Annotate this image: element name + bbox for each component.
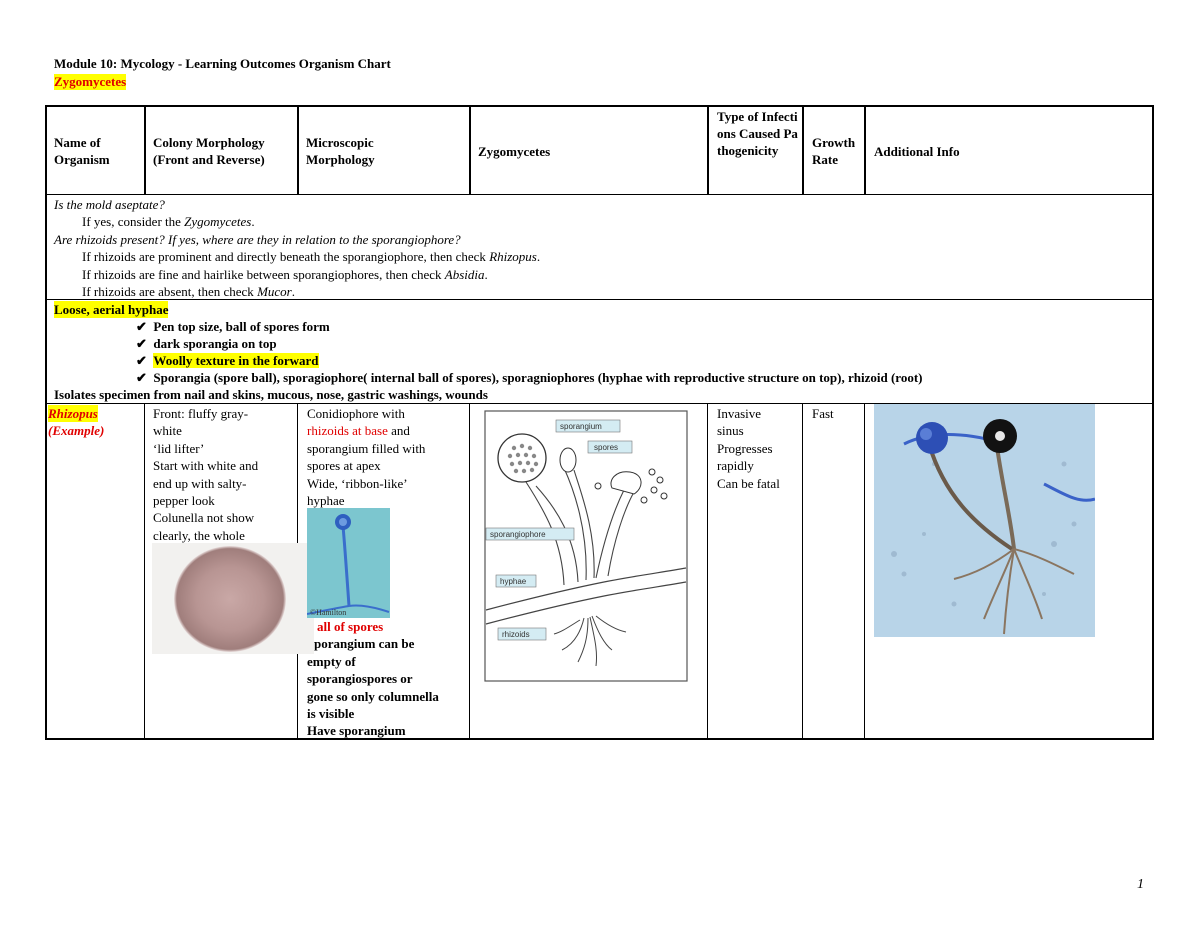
key-text: . [536, 249, 541, 265]
col-divider [144, 403, 145, 739]
colony-line: clearly, the whole [153, 527, 245, 543]
key-text: If rhizoids are prominent and directly beneath the sporangiophore, then check [82, 249, 490, 265]
key-question-2: Are rhizoids present? If yes, where are they in relation to the sporangiophore? [54, 231, 461, 247]
infection-line: Invasive [717, 406, 762, 421]
organism-name [48, 405, 104, 440]
micro-bold-highlight: all of spores [317, 619, 384, 634]
additional-info-photo [874, 404, 1095, 637]
micro-bold-line: empty of [307, 653, 356, 669]
table-left-border [45, 105, 47, 740]
infection-line: Can be fatal [717, 475, 780, 491]
key-term: Rhizopus [489, 249, 537, 265]
identification-key [54, 196, 1144, 300]
col-divider [802, 105, 804, 195]
key-answer-3 [54, 266, 1144, 283]
feature-check-3 [136, 352, 319, 369]
row-divider [45, 194, 1154, 195]
col-divider [144, 105, 146, 195]
label-sporangiophore: sporangiophore [490, 530, 546, 539]
header-additional: Additional Info [874, 144, 960, 159]
col-divider [864, 403, 865, 739]
key-text: . [484, 266, 488, 282]
key-text: If rhizoids are absent, then check [82, 284, 258, 300]
header-colony: Colony Morphology (Front and Reverse) [153, 135, 265, 167]
micro-bold-line: porangium can be [314, 636, 415, 652]
key-answer-2 [54, 248, 1144, 265]
key-term: Zygomycetes [184, 214, 252, 230]
table-right-border [1152, 105, 1154, 740]
micro-photo-caption: ©Hamilton [310, 608, 347, 617]
colony-line: Front: fluffy gray- [153, 406, 249, 421]
micro-stain-photo [307, 508, 390, 618]
colony-line: Start with white and [153, 458, 259, 474]
colony-line: Colunella not show [153, 510, 255, 526]
infection-types [717, 405, 801, 492]
infection-line: rapidly [717, 458, 754, 474]
col-divider [864, 105, 866, 195]
key-answer-4 [54, 283, 1144, 300]
colony-morphology [153, 405, 295, 544]
key-term: Absidia [444, 266, 485, 282]
check-icon: ✔ [136, 336, 147, 351]
col-divider [707, 105, 709, 195]
micro-line: spores at apex [307, 458, 381, 474]
key-text: . [291, 284, 295, 300]
microscopic-notes [307, 618, 472, 740]
check-icon: ✔ [136, 319, 147, 334]
infection-line: Progresses [717, 440, 773, 456]
page-number: 1 [1137, 877, 1144, 892]
features-heading: Loose, aerial hyphae [54, 302, 169, 317]
label-spores: spores [594, 443, 619, 452]
microscopic-morphology [307, 405, 467, 509]
feature-check-2 [136, 335, 277, 352]
micro-line: Conidiophore with [307, 406, 405, 421]
label-hyphae: hyphae [500, 577, 527, 586]
header-growth: Growth Rate [812, 135, 856, 167]
table-top-border [45, 105, 1154, 107]
feature-text: Woolly texture in the forward [153, 353, 319, 368]
colony-line: pepper look [153, 493, 215, 509]
key-text: If rhizoids are fine and hairlike between sporangiophores, then check [82, 266, 445, 282]
col-divider [469, 105, 471, 195]
key-term: Mucor [257, 284, 292, 300]
micro-line: sporangium filled with [307, 440, 426, 456]
feature-check-4 [136, 369, 923, 386]
header-name: Name of Organism [54, 135, 110, 167]
micro-line: Wide, ‘ribbon-like’ [307, 475, 408, 491]
group-title: Zygomycetes [54, 74, 127, 89]
micro-highlight: rhizoids at base [307, 423, 388, 439]
col-divider [297, 105, 299, 195]
col-divider [707, 403, 708, 739]
colony-line: ‘lid lifter’ [153, 440, 205, 456]
label-rhizoids: rhizoids [502, 630, 530, 639]
micro-text: and [387, 423, 410, 439]
key-question-1: Is the mold aseptate? [54, 197, 165, 212]
micro-line [307, 422, 467, 439]
colony-line: end up with salty- [153, 475, 247, 491]
header-micro: Microscopic Morphology [306, 135, 375, 167]
feature-text: Sporangia (spore ball), sporagiophore( internal ball of spores), sporagniophores (hyphae with reproductive structure on top), rhizoid (root) [153, 370, 923, 385]
colony-line: white [153, 423, 182, 439]
micro-bold-line: is visible [307, 706, 355, 722]
feature-text: dark sporangia on top [153, 336, 277, 351]
key-text: . [251, 214, 255, 230]
document-title: Module 10: Mycology - Learning Outcomes Organism Chart [54, 56, 391, 71]
check-icon: ✔ [136, 353, 147, 368]
col-divider [802, 403, 803, 739]
check-icon: ✔ [136, 370, 147, 385]
table-bottom-border [45, 738, 1154, 740]
key-answer-1 [54, 213, 1144, 230]
organism-note: (Example) [48, 423, 105, 439]
rhizopus-diagram [484, 410, 688, 682]
feature-text: Pen top size, ball of spores form [153, 319, 330, 334]
key-text: If yes, consider the [82, 214, 185, 230]
isolates-note: Isolates specimen from nail and skins, mucous, nose, gastric washings, wounds [54, 387, 488, 402]
micro-bold-line: gone so only columnella [307, 688, 439, 704]
label-sporangium: sporangium [560, 422, 602, 431]
growth-rate: Fast [812, 406, 834, 421]
infection-line: sinus [717, 423, 744, 439]
micro-line: hyphae [307, 493, 345, 509]
colony-plate-photo [152, 543, 314, 654]
micro-bold-line: Have sporangium [307, 723, 406, 739]
header-zygo: Zygomycetes [478, 144, 551, 159]
feature-check-1 [136, 318, 330, 335]
header-infections: Type of Infections Caused Pathogenicity [717, 109, 798, 158]
organism-name-text: Rhizopus [48, 406, 98, 421]
micro-bold-line: sporangiospores or [307, 671, 413, 687]
